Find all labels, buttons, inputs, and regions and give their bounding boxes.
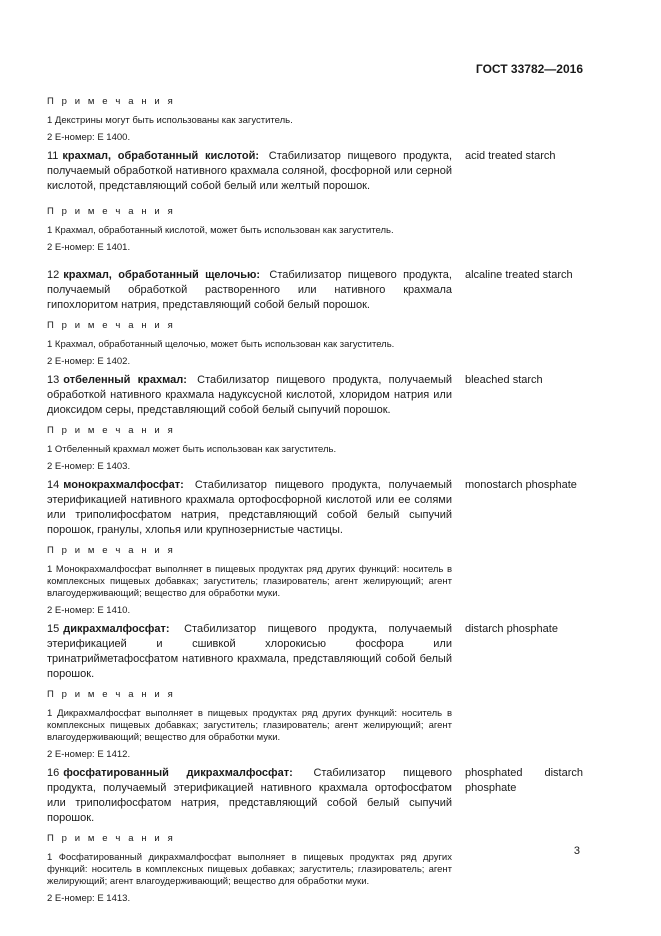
note: 2 Е-номер: Е 1412. bbox=[47, 749, 131, 760]
entry-number: 11 bbox=[47, 150, 59, 162]
entry-number: 15 bbox=[47, 623, 60, 635]
term-entry bbox=[47, 268, 583, 313]
entry-definition-block bbox=[47, 478, 452, 538]
entry-number: 16 bbox=[47, 767, 60, 779]
entry-definition-block bbox=[47, 149, 452, 194]
note: 1 Крахмал, обработанный щелочью, может быть использован как загуститель. bbox=[47, 339, 395, 350]
term-en: bleached starch bbox=[465, 374, 543, 386]
definition: Стабилизатор пищевого продукта, получаемый этерификацией нативного крахмала ортофосфорной кислотой или ее солями или триполифосфатом натрия, представляющий собой белый сыпучий порошок, гранулы, хлопья или крупнозернистые частицы. bbox=[47, 479, 452, 536]
term-en: acid treated starch bbox=[465, 150, 556, 162]
entry-definition-block bbox=[47, 268, 452, 313]
term-ru: крахмал, обработанный кислотой: bbox=[62, 150, 260, 162]
term-ru: монокрахмалфосфат: bbox=[63, 479, 184, 491]
entry-definition-block bbox=[47, 766, 452, 826]
entry-definition-block bbox=[47, 622, 452, 682]
term-entry bbox=[47, 478, 583, 538]
notes-title: П р и м е ч а н и я bbox=[47, 206, 176, 217]
notes-title: П р и м е ч а н и я bbox=[47, 833, 176, 844]
note: 2 Е-номер: Е 1402. bbox=[47, 356, 131, 367]
note: 2 Е-номер: Е 1413. bbox=[47, 893, 131, 904]
notes-title: П р и м е ч а н и я bbox=[47, 689, 176, 700]
term-ru: отбеленный крахмал: bbox=[63, 374, 187, 386]
notes-title: П р и м е ч а н и я bbox=[47, 320, 176, 331]
definition: Стабилизатор пищевого продукта, получаемый этерификацией и сшивкой хлорокисью фосфора или тринатрийметафосфатом нативного крахмала, представляющий собой белый порошок. bbox=[47, 623, 452, 680]
note: 1 Монокрахмалфосфат выполняет в пищевых продуктах ряд других функций: носитель в комплексных пищевых добавках; загуститель; глазирователь; агент желирующий; агент влагоудерживающий; вещество для обработки муки. bbox=[47, 564, 452, 599]
definition: Стабилизатор пищевого продукта, получаемый обработкой нативного крахмала соляной, фосфорной или серной кислотой, представляющий собой белый или желтый порошок. bbox=[47, 150, 453, 192]
term-entry bbox=[47, 766, 583, 826]
notes-title: П р и м е ч а н и я bbox=[47, 425, 176, 436]
term-entry bbox=[47, 373, 583, 418]
entry-number: 13 bbox=[47, 374, 60, 386]
note: 1 Крахмал, обработанный кислотой, может быть использован как загуститель. bbox=[47, 225, 394, 236]
term-en: monostarch phosphate bbox=[465, 479, 577, 491]
term-en: alcaline treated starch bbox=[465, 269, 573, 281]
definition: Стабилизатор пищевого продукта, получаемый обработкой растворенного или нативного крахмала гипохлоритом натрия, представляющий собой белый порошок. bbox=[47, 269, 452, 311]
note: 1 Дикрахмалфосфат выполняет в пищевых продуктах ряд других функций: носитель в комплексных пищевых добавках; загуститель; глазирователь; агент желирующий; агент влагоудерживающий; вещество для обработки муки. bbox=[47, 708, 452, 743]
term-entry bbox=[47, 149, 583, 194]
definition: Стабилизатор пищевого продукта, получаемый обработкой нативного крахмала надуксусной кислотой, хлоридом натрия или диоксидом серы, представляющий собой белый сыпучий порошок. bbox=[47, 374, 452, 416]
note: 2 Е-номер: Е 1401. bbox=[47, 242, 131, 253]
entry-number: 14 bbox=[47, 479, 60, 491]
note: 2 Е-номер: Е 1403. bbox=[47, 461, 131, 472]
page-content bbox=[47, 96, 583, 910]
term-en: phosphated distarch phosphate bbox=[465, 767, 583, 794]
document-code: ГОСТ 33782—2016 bbox=[475, 62, 583, 76]
note: 2 Е-номер: Е 1400. bbox=[47, 132, 131, 143]
term-ru: фосфатированный дикрахмалфосфат: bbox=[63, 767, 293, 779]
term-entry bbox=[47, 622, 583, 682]
note: 1 Отбеленный крахмал может быть использован как загуститель. bbox=[47, 444, 337, 455]
note: 1 Фосфатированный дикрахмалфосфат выполняет в пищевых продуктах ряд других функций: носитель в комплексных пищевых добавках; загуститель; глазирователь; агент желирующий; агент влагоудерживающий; вещество для обработки муки. bbox=[47, 852, 452, 887]
entry-number: 12 bbox=[47, 269, 60, 281]
term-ru: дикрахмалфосфат: bbox=[63, 623, 170, 635]
term-ru: крахмал, обработанный щелочью: bbox=[63, 269, 261, 281]
notes-title: П р и м е ч а н и я bbox=[47, 545, 176, 556]
entry-definition-block bbox=[47, 373, 452, 418]
term-en: distarch phosphate bbox=[465, 623, 558, 635]
note: 2 Е-номер: Е 1410. bbox=[47, 605, 131, 616]
page-number: 3 bbox=[573, 845, 580, 857]
definition: Стабилизатор пищевого продукта, получаемый этерификацией нативного крахмала ортофосфатом или триполифосфатом натрия, представляющий собой белый сыпучий порошок. bbox=[47, 767, 452, 824]
note: 1 Декстрины могут быть использованы как загуститель. bbox=[47, 115, 293, 126]
notes-title: П р и м е ч а н и я bbox=[47, 96, 176, 107]
